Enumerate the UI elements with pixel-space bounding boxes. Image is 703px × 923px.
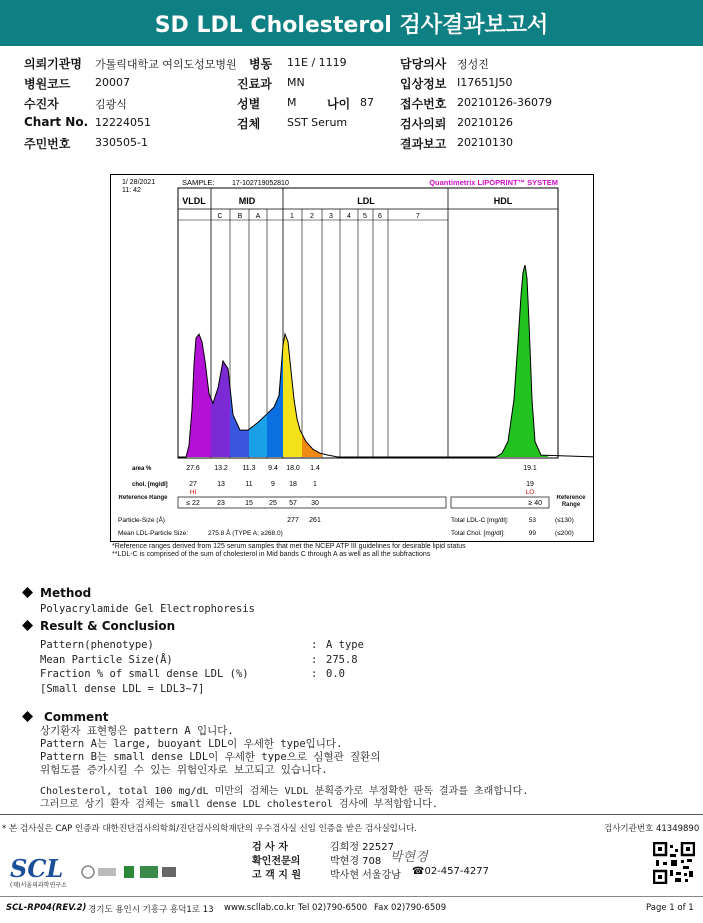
ref-hdl: ≥ 40 [528,500,542,507]
hospital-code-label: 병원코드 [24,77,71,91]
comment-title: Comment [44,710,109,724]
area-hdl: 19.1 [523,465,537,472]
result-colon: : [311,639,318,651]
result-value-pattern: A type [326,639,364,651]
result-label-fraction: Fraction % of small dense LDL (%) [40,668,249,680]
total-chol-label: Total Chol. [mg/dl]: [451,530,505,537]
comment-diamond-icon [22,711,33,722]
particle-ldl2: 261 [309,517,321,524]
band-label-b: B [237,213,243,220]
footer-address: 경기도 용인시 기흥구 흥덕1로 13 [88,905,214,915]
region-label-ldl: LDL [357,196,375,206]
particle-row-label: Particle-Size (Å) [118,517,165,524]
ref-c: 23 [217,500,225,507]
total-ldl-label: Total LDL-C [mg/dl]: [451,517,509,524]
age-label: 나이 [327,97,351,111]
band-label-2: 2 [310,213,314,220]
institution-label: 의뢰기관명 [24,57,82,71]
cert-note: * 본 검사실은 CAP 인증과 대한진단검사의학회/진단검사의학재단의 우수검사실 신임 인증을 받은 검사실입니다. [2,824,417,834]
receipt-label: 접수번호 [400,97,447,111]
sample-id: 17-102719052810 [232,180,289,187]
chart-date: 1/ 28/2021 [122,179,156,186]
sample-label: SAMPLE: [182,178,215,187]
chol-b: 11 [245,481,253,488]
confirm-label: 확인전문의 [252,856,301,867]
confirm-value: 박현경 708 [330,856,382,867]
sex-label: 성별 [237,97,261,111]
scl-logo: SCL [10,854,64,883]
eqa-logo-icon [140,866,158,878]
scl-logo-subtitle: (재)서울의과학연구소 [10,882,67,889]
hospital-code-value: 20007 [95,76,130,89]
chart-time: 11: 42 [122,187,141,194]
chol-ldl1: 18 [289,481,297,488]
request-value: 20210126 [457,116,513,129]
comment-line: 그러므로 상기 환자 검체는 small dense LDL cholesterol 검사에 부적합합니다. [40,799,438,810]
agency-number: 검사기관번호 41349890 [604,824,700,834]
particle-ldl1: 277 [287,517,299,524]
examinee-value: 김광식 [95,98,127,111]
hdl-reference-label: Reference Range [556,495,586,508]
accreditation-logos [80,858,180,886]
footer-fax: Fax 02)790-6509 [374,903,447,913]
result-diamond-icon [22,620,33,631]
result-colon: : [311,654,318,666]
report-date-value: 20210130 [457,136,513,149]
footer-tel: Tel 02)790-6500 [298,903,368,913]
region-label-mid: MID [238,196,256,206]
band-label-3: 3 [329,213,333,220]
cap-text-logo-icon [98,868,116,876]
ward-value: 11E / 1119 [287,56,347,69]
support-label: 고 객 지 원 [252,870,302,881]
chart-no-value: 12224051 [95,116,151,129]
receipt-value: 20210126-36079 [457,96,552,109]
chol-row-label: chol. [mg/dl] [132,482,168,488]
chol-hdl: 19 [526,481,534,488]
report-date-label: 결과보고 [400,137,447,151]
ward-label: 병동 [249,57,273,71]
method-diamond-icon [22,587,33,598]
chol-a: 9 [271,481,275,488]
area-vldl: 27.6 [186,465,200,472]
region-label-hdl: HDL [493,196,513,206]
sex-value: M [287,96,297,109]
institution-value: 가톨릭대학교 여의도성모병원 [95,58,237,71]
method-text: Polyacrylamide Gel Electrophoresis [40,603,255,615]
doctor-label: 담당의사 [400,57,447,71]
form-code: SCL-RP04(REV.2) [6,903,87,913]
total-chol-ref: (≤200) [555,530,574,537]
total-ldl-value: 53 [528,517,536,524]
area-b: 11.3 [242,465,256,472]
mean-size-label: Mean LDL-Particle Size: [118,530,189,537]
support-phone: ☎02-457-4277 [412,866,489,877]
examiner-value: 김희정 22527 [330,842,394,853]
support-value: 박사현 서울강남 [330,870,401,881]
area-ldl2: 1.4 [310,465,320,472]
total-chol-value: 99 [528,530,536,537]
band-label-6: 6 [378,213,382,220]
bottom-divider [0,896,703,897]
footer-divider [0,814,703,815]
footer-website: www.scllab.co.kr [224,903,295,913]
specimen-label: 검체 [237,117,261,131]
result-colon: : [311,668,318,680]
green-cert-logo-icon [124,866,134,878]
dept-value: MN [287,76,305,89]
id-value: 330505-1 [95,136,148,149]
examinee-label: 수진자 [24,97,59,111]
flag-hi: HI [189,489,197,496]
band-label-5: 5 [363,213,367,220]
examiner-label: 검 사 자 [252,842,288,853]
admission-label: 입상정보 [400,77,447,91]
kslm-logo-icon [162,867,176,877]
id-label: 주민번호 [24,137,71,151]
method-title: Method [40,586,92,600]
region-label-vldl: VLDL [182,196,206,206]
system-name: Quantimetrix LIPOPRINT™ SYSTEM [429,178,558,187]
ref-a: 25 [269,500,277,507]
dept-label: 진료과 [237,77,272,91]
ref-ldl1: 57 [289,500,297,507]
result-label-pattern: Pattern(phenotype) [40,639,154,651]
area-row-label: area % [132,466,152,472]
chart-no-label: Chart No. [24,115,89,129]
chol-ldl2: 1 [313,481,317,488]
total-ldl-ref: (≤130) [555,517,574,524]
chol-c: 13 [217,481,225,488]
result-title: Result & Conclusion [40,619,176,633]
area-ldl1: 18.0 [286,465,300,472]
chol-vldl: 27 [189,481,197,488]
report-title-bar [0,0,703,46]
doctor-value: 정성진 [457,58,489,71]
ref-b: 15 [245,500,253,507]
request-label: 검사의뢰 [400,117,447,131]
band-label-1: 1 [290,213,294,220]
footnote-1: *Reference ranges derived from 125 serum samples that met the NCEP ATP III guidelines for desirable lipid status [112,543,466,550]
result-note: [Small dense LDL = LDL3~7] [40,683,205,695]
qr-code-icon [653,842,695,884]
comment-line: Pattern B는 small dense LDL이 우세한 type으로 심혈관 질환의 [40,751,381,763]
result-value-size: 275.8 [326,654,358,666]
lipoprint-chart [110,174,594,542]
cap-logo-icon [82,866,94,878]
footnote-2: **LDL-C is comprised of the sum of cholesterol in Mid bands C through A as well as all the subfractions [112,551,431,558]
admission-value: I17651J50 [457,76,513,89]
area-a: 9.4 [268,465,278,472]
comment-line: 상기환자 표현형은 pattern A 입니다. [40,725,234,737]
band-label-a: A [255,213,261,220]
band-label-4: 4 [347,213,351,220]
band-label-c: C [217,213,223,220]
area-c: 13.2 [214,465,228,472]
doctor-signature: 박현경 [390,850,428,865]
result-value-fraction: 0.0 [326,668,345,680]
band-label-7: 7 [416,213,420,220]
comment-line: Pattern A는 large, buoyant LDL이 우세한 type입니다. [40,738,343,750]
comment-line: Cholesterol, total 100 mg/dL 미만의 검체는 VLDL 분획증가로 부정확한 판독 결과를 초래합니다. [40,786,529,797]
mean-size-value: 275.8 Å (TYPE A; ≥268.0) [208,530,283,537]
report-title: SD LDL Cholesterol 검사결과보고서 [154,12,549,38]
flag-lo: LO [525,489,535,496]
ref-vldl: ≤ 22 [186,500,200,507]
comment-line: 위험도를 증가시킬 수 있는 위험인자로 보고되고 있습니다. [40,764,328,776]
page-number: Page 1 of 1 [646,903,694,913]
specimen-value: SST Serum [287,116,348,129]
ref-ldl2: 30 [311,500,319,507]
age-value: 87 [360,96,374,109]
result-label-size: Mean Particle Size(Å) [40,654,173,666]
reference-row-label: Reference Range [118,495,168,501]
